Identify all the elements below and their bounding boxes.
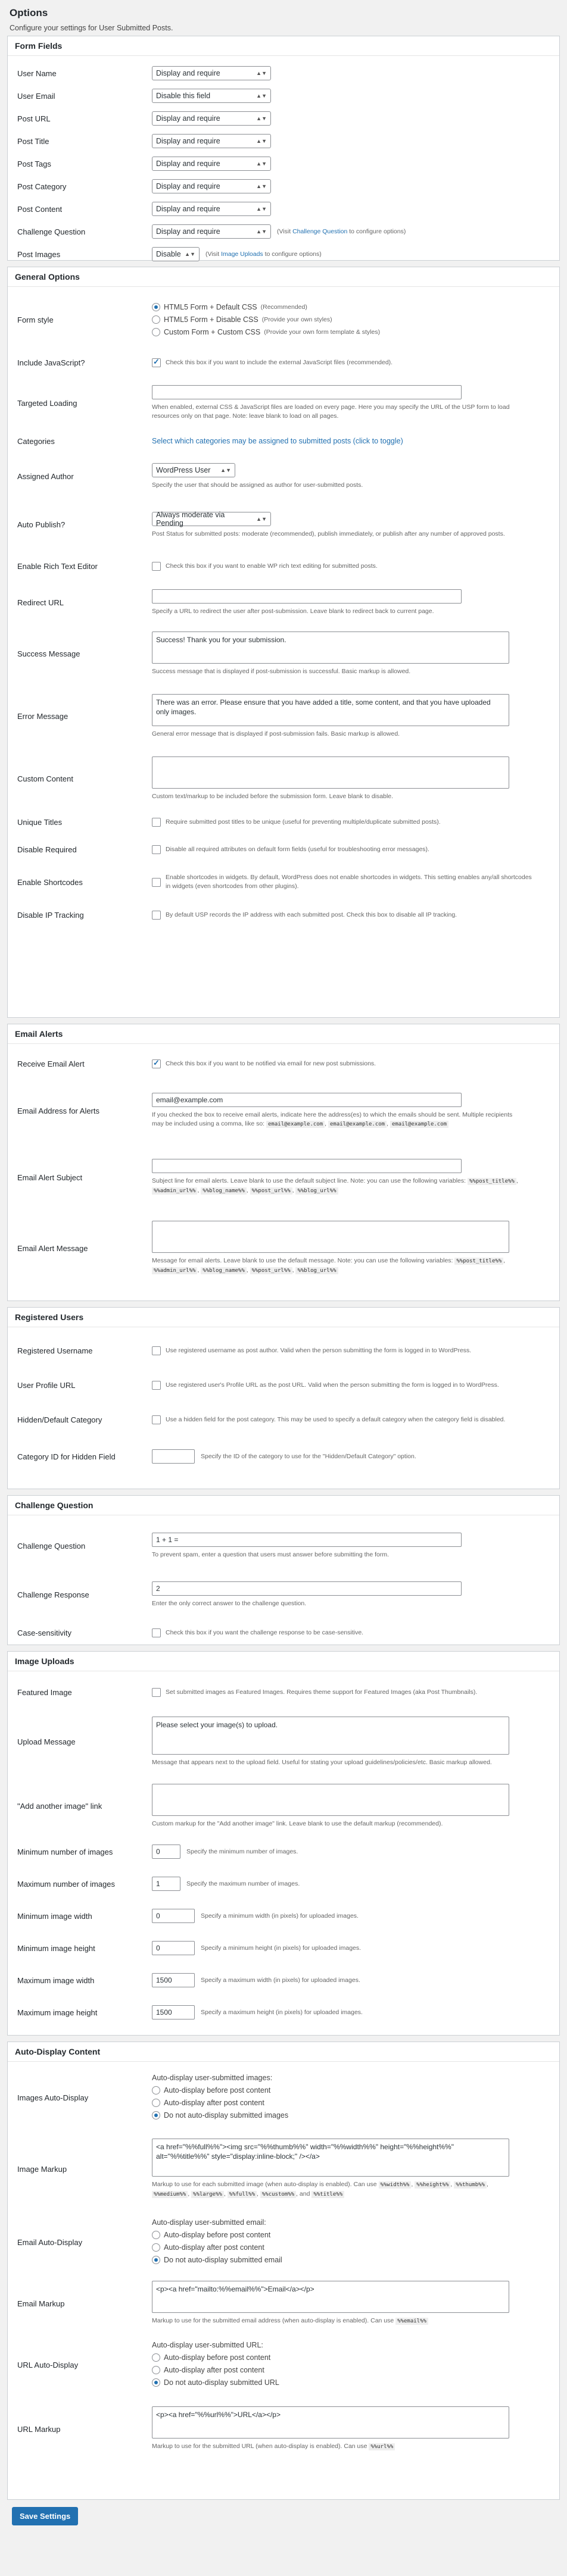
options-page (7, 5, 560, 2525)
save-settings-button[interactable]: Save Settings (12, 2507, 78, 2525)
include-js-row: Include JavaScript? ✓ Check this box if you want to include the external JavaScript files (recommended). (15, 346, 552, 379)
page-description: Configure your settings for User Submitted Posts. (10, 24, 173, 32)
radio-icon[interactable] (152, 2366, 160, 2374)
post-images-select[interactable]: Disable ▲▼ (152, 247, 200, 261)
upload-message-row: Upload Message Please select your image(s) to upload. Message that appears next to the upload field. Useful for stating your upload guidelines/policies/etc. Basic markup allowed. (15, 1707, 552, 1776)
radio-icon[interactable] (152, 2353, 160, 2362)
profile-url-row: User Profile URL Use registered user's Profile URL as the post URL. Valid when the person submitting the form is logged in to WordPress. (17, 1380, 499, 1390)
targeted-loading-input[interactable] (152, 385, 462, 399)
alert-subject-input[interactable] (152, 1159, 462, 1173)
email-markup-row: Email Markup <p><a href="mailto:%%email%%">Email</a></p> Markup to use for the submitted email address (when auto-display is enabled). Can use %%email%% (15, 2274, 552, 2333)
unique-titles-checkbox[interactable] (152, 818, 161, 827)
section-title: General Options (8, 267, 559, 287)
ip-tracking-checkbox[interactable] (152, 911, 161, 920)
field-row-post-tags: Post Tags Display and require ▲▼ (15, 152, 552, 175)
rich-text-row: Enable Rich Text Editor Check this box if you want to enable WP rich text editing for submitted posts. (17, 561, 378, 571)
form-style-row: Form style HTML5 Form + Default CSS (Recommended) HTML5 Form + Disable CSS (Provide your own styles) Custom Form + Custom CSS (Provide your own form template & styles) (15, 293, 552, 346)
select-arrow-icon: ▲▼ (256, 115, 267, 121)
auto-display-section (7, 2042, 560, 2500)
radio-icon[interactable] (152, 2099, 160, 2107)
challenge-question-link[interactable]: Challenge Question (292, 227, 348, 235)
category-id-row: Category ID for Hidden Field Specify the ID of the category to use for the "Hidden/Default Category" option. (15, 1437, 552, 1476)
user-email-select[interactable]: Disable this field ▲▼ (152, 89, 271, 103)
min-width-row: Minimum image width 0 Specify a minimum width (in pixels) for uploaded images. (15, 1900, 552, 1932)
alert-address-input[interactable]: email@example.com (152, 1093, 462, 1107)
max-width-input[interactable]: 1500 (152, 1973, 195, 1987)
min-images-input[interactable]: 0 (152, 1845, 180, 1859)
image-markup-textarea[interactable]: <a href="%%full%%"><img src="%%thumb%%" width="%%width%%" height="%%height%%" alt="%%title%%" style="display:inline-block;" /></a> (152, 2139, 509, 2177)
form-style-option[interactable]: Custom Form + Custom CSS (Provide your own form template & styles) (152, 326, 552, 339)
email-alerts-section (7, 1024, 560, 1301)
redirect-url-row: Redirect URL Specify a URL to redirect the user after post-submission. Leave blank to redirect back to current page. (15, 581, 552, 624)
auto-publish-row: Auto Publish? Always moderate via Pending ▲▼ Post Status for submitted posts: moderate (recommended), publish immediately, or publish after any number of approved posts. (17, 510, 505, 537)
radio-selected-icon[interactable] (152, 2111, 160, 2119)
url-markup-textarea[interactable]: <p><a href="%%url%%">URL</a></p> (152, 2406, 509, 2439)
select-arrow-icon: ▲▼ (256, 515, 267, 522)
post-category-select[interactable]: Display and require ▲▼ (152, 179, 271, 193)
targeted-loading-row: Targeted Loading When enabled, external CSS & JavaScript files are loaded on every page. Here you may specify the URL of the USP form to load resources only on that page. Note: leave blank to load on all pages. (15, 379, 552, 427)
category-id-input[interactable] (152, 1449, 195, 1464)
post-tags-select[interactable]: Display and require ▲▼ (152, 157, 271, 171)
custom-content-row: Custom Content Custom text/markup to be included before the submission form. Leave blank to disable. (15, 749, 552, 808)
alert-message-textarea[interactable] (152, 1221, 509, 1253)
categories-toggle-link[interactable]: Select which categories may be assigned to submitted posts (click to toggle) (152, 437, 403, 445)
success-message-row: Success Message Success! Thank you for your submission. Success message that is displayed if post-submission is successful. Basic markup is allowed. (15, 624, 552, 683)
disable-required-checkbox[interactable] (152, 845, 161, 854)
url-auto-display-row: URL Auto-Display Auto-display user-submitted URL: Auto-display before post content Auto-display after post content Do not auto-display submitted URL (17, 2341, 279, 2387)
hidden-category-row: Hidden/Default Category Use a hidden field for the post category. This may be used to specify a default category when the category field is disabled. (17, 1415, 506, 1424)
image-uploads-section (7, 1651, 560, 2036)
case-sensitivity-row: Case-sensitivity Check this box if you want the challenge response to be case-sensitive. (17, 1628, 364, 1637)
rich-text-checkbox[interactable] (152, 562, 161, 571)
categories-row: Categories Select which categories may be assigned to submitted posts (click to toggle) (17, 436, 403, 446)
registered-users-section (7, 1307, 560, 1489)
post-url-select[interactable]: Display and require ▲▼ (152, 111, 271, 126)
max-images-input[interactable]: 1 (152, 1877, 180, 1891)
url-markup-row: URL Markup <p><a href="%%url%%">URL</a></p> Markup to use for the submitted URL (when auto-display is enabled). Can use %%url%% (15, 2396, 552, 2462)
select-arrow-icon: ▲▼ (256, 229, 267, 235)
field-row-post-url: Post URL Display and require ▲▼ (15, 107, 552, 130)
receive-alert-checkbox[interactable] (152, 1059, 161, 1068)
challenge-question-row: Challenge Question 1 + 1 = To prevent spam, enter a question that users must answer before submitting the form. (15, 1521, 552, 1570)
image-markup-row: Image Markup <a href="%%full%%"><img src="%%thumb%%" width="%%width%%" height="%%height%%" alt="%%title%%" style="display:inline-block;" /></a> Markup to use for each submitted image (when auto-display is enabled). Can use %%width%% , %%height%% , %%thumb%% , %%medium%% , %%large%% , %%full%% , %%custom%% , and %%title%% (15, 2127, 552, 2211)
field-row-post-content: Post Content Display and require ▲▼ (15, 198, 552, 220)
upload-message-textarea[interactable]: Please select your image(s) to upload. (152, 1717, 509, 1755)
section-title: Image Uploads (8, 1652, 559, 1671)
enable-shortcodes-row: Enable Shortcodes Enable shortcodes in widgets. By default, WordPress does not enable shortcodes in widgets. This setting enables any/all shortcodes in widgets (even shortcodes from other plugins). (17, 874, 532, 890)
section-title: Form Fields (8, 36, 559, 56)
radio-icon[interactable] (152, 315, 160, 324)
challenge-response-input[interactable]: 2 (152, 1581, 462, 1596)
post-title-select[interactable]: Display and require ▲▼ (152, 134, 271, 148)
alert-message-row: Email Alert Message Message for email alerts. Leave blank to use the default message. Note: you can use the following variables: %%post_title%% , %%admin_url%% , %%blog_name%% , %%post_url%% , %%blog_url%% (15, 1211, 552, 1286)
section-title: Registered Users (8, 1308, 559, 1327)
field-row-post-title: Post Title Display and require ▲▼ (15, 130, 552, 152)
max-height-input[interactable]: 1500 (152, 2005, 195, 2019)
profile-url-checkbox[interactable] (152, 1381, 161, 1390)
form-style-option[interactable]: HTML5 Form + Default CSS (Recommended) (152, 301, 552, 314)
featured-image-checkbox[interactable] (152, 1688, 161, 1697)
challenge-question-select[interactable]: Display and require ▲▼ (152, 224, 271, 239)
min-height-input[interactable]: 0 (152, 1941, 195, 1955)
challenge-question-input[interactable]: 1 + 1 = (152, 1533, 462, 1547)
registered-username-checkbox[interactable] (152, 1346, 161, 1355)
receive-alert-row: Receive Email Alert ✓ Check this box if you want to be notified via email for new post submissions. (15, 1050, 552, 1077)
min-height-row: Minimum image height 0 Specify a minimum height (in pixels) for uploaded images. (15, 1932, 552, 1964)
radio-icon[interactable] (152, 2231, 160, 2239)
select-arrow-icon: ▲▼ (220, 467, 231, 473)
max-images-row: Maximum number of images 1 Specify the maximum number of images. (15, 1868, 552, 1900)
select-arrow-icon: ▲▼ (256, 138, 267, 144)
images-auto-display-row: Images Auto-Display Auto-display user-submitted images: Auto-display before post content Auto-display after post content Do not auto-display submitted images (17, 2074, 289, 2119)
featured-image-row: Featured Image Set submitted images as Featured Images. Requires theme support for Featured Images (aka Post Thumbnails). (17, 1687, 478, 1697)
max-height-row: Maximum image height 1500 Specify a maximum height (in pixels) for uploaded images. (15, 1996, 552, 2028)
challenge-response-row: Challenge Response 2 Enter the only correct answer to the challenge question. (15, 1570, 552, 1619)
field-row-user-email: User Email Disable this field ▲▼ (15, 85, 552, 107)
add-another-textarea[interactable] (152, 1784, 509, 1816)
alert-address-row: Email Address for Alerts email@example.com If you checked the box to receive email alerts, indicate here the address(es) to which the emails should be sent. Multiple recipients may be included using a comma, like so: email@example.com , email@example.com , email@example.com (15, 1077, 552, 1144)
radio-icon[interactable] (152, 328, 160, 336)
custom-content-textarea[interactable] (152, 756, 509, 789)
success-message-textarea[interactable]: Success! Thank you for your submission. (152, 632, 509, 664)
alert-subject-row: Email Alert Subject Subject line for email alerts. Leave blank to use the default subject line. Note: you can use the following variables: %%post_title%% , %%admin_url%% , %%blog_name%% , %%post_url%% , %%blog_url%% (15, 1144, 552, 1211)
radio-selected-icon[interactable] (152, 303, 160, 311)
section-title: Auto-Display Content (8, 2042, 559, 2062)
assigned-author-select[interactable]: WordPress User ▲▼ (152, 463, 235, 477)
hidden-category-checkbox[interactable] (152, 1415, 161, 1424)
page-title: Options (10, 7, 48, 18)
form-style-option[interactable]: HTML5 Form + Disable CSS (Provide your own styles) (152, 314, 552, 326)
include-js-checkbox[interactable] (152, 358, 161, 367)
field-row-post-category: Post Category Display and require ▲▼ (15, 175, 552, 198)
select-arrow-icon: ▲▼ (256, 93, 267, 99)
select-arrow-icon: ▲▼ (256, 161, 267, 167)
select-arrow-icon: ▲▼ (256, 206, 267, 212)
registered-username-row: Registered Username Use registered username as post author. Valid when the person submitting the form is logged in to WordPress. (17, 1346, 472, 1355)
section-title: Email Alerts (8, 1024, 559, 1044)
min-images-row: Minimum number of images 0 Specify the minimum number of images. (15, 1836, 552, 1868)
form-fields-section (7, 36, 560, 261)
min-width-input[interactable]: 0 (152, 1909, 195, 1923)
general-options-section (7, 267, 560, 1018)
email-auto-display-row: Email Auto-Display Auto-display user-submitted email: Auto-display before post content Auto-display after post content Do not auto-display submitted email (17, 2218, 282, 2264)
radio-selected-icon[interactable] (152, 2378, 160, 2387)
select-arrow-icon: ▲▼ (256, 70, 267, 76)
radio-icon[interactable] (152, 2243, 160, 2252)
add-another-row: "Add another image" link Custom markup for the "Add another image" link. Leave blank to use the default markup (recommended). (15, 1776, 552, 1836)
error-message-textarea[interactable]: There was an error. Please ensure that you have added a title, some content, and that you have uploaded only images. (152, 694, 509, 726)
select-arrow-icon: ▲▼ (185, 251, 195, 257)
challenge-question-section (7, 1495, 560, 1645)
disable-required-row: Disable Required Disable all required attributes on default form fields (useful for troubleshooting error messages). (17, 845, 429, 854)
user-name-select[interactable]: Display and require ▲▼ (152, 66, 271, 80)
error-message-row: Error Message There was an error. Please ensure that you have added a title, some content, and that you have uploaded only images. General error message that is displayed if post-submission fails. Basic markup is allowed. (15, 683, 552, 749)
assigned-author-row: Assigned Author WordPress User ▲▼ Specify the user that should be assigned as author for user-submitted posts. (15, 455, 552, 498)
email-markup-textarea[interactable]: <p><a href="mailto:%%email%%">Email</a></p> (152, 2281, 509, 2313)
enable-shortcodes-checkbox[interactable] (152, 878, 161, 887)
radio-selected-icon[interactable] (152, 2256, 160, 2264)
select-arrow-icon: ▲▼ (256, 183, 267, 189)
field-row-challenge: Challenge Question Display and require ▲▼ (Visit Challenge Question to configure options) (15, 220, 552, 243)
field-row-user-name: User Name Display and require ▲▼ (15, 62, 552, 85)
ip-tracking-row: Disable IP Tracking By default USP records the IP address with each submitted post. Check this box to disable all IP tracking. (17, 910, 457, 920)
field-row-post-images: Post Images Disable ▲▼ (Visit Image Uploads to configure options) (15, 243, 552, 265)
max-width-row: Maximum image width 1500 Specify a maximum width (in pixels) for uploaded images. (15, 1964, 552, 1996)
auto-publish-select[interactable]: Always moderate via Pending ▲▼ (152, 512, 271, 526)
radio-icon[interactable] (152, 2086, 160, 2094)
image-uploads-link[interactable]: Image Uploads (221, 250, 263, 258)
post-content-select[interactable]: Display and require ▲▼ (152, 202, 271, 216)
case-sensitivity-checkbox[interactable] (152, 1628, 161, 1637)
redirect-url-input[interactable] (152, 589, 462, 604)
unique-titles-row: Unique Titles Require submitted post titles to be unique (useful for preventing multiple/duplicate submitted posts). (17, 817, 441, 827)
section-title: Challenge Question (8, 1496, 559, 1515)
